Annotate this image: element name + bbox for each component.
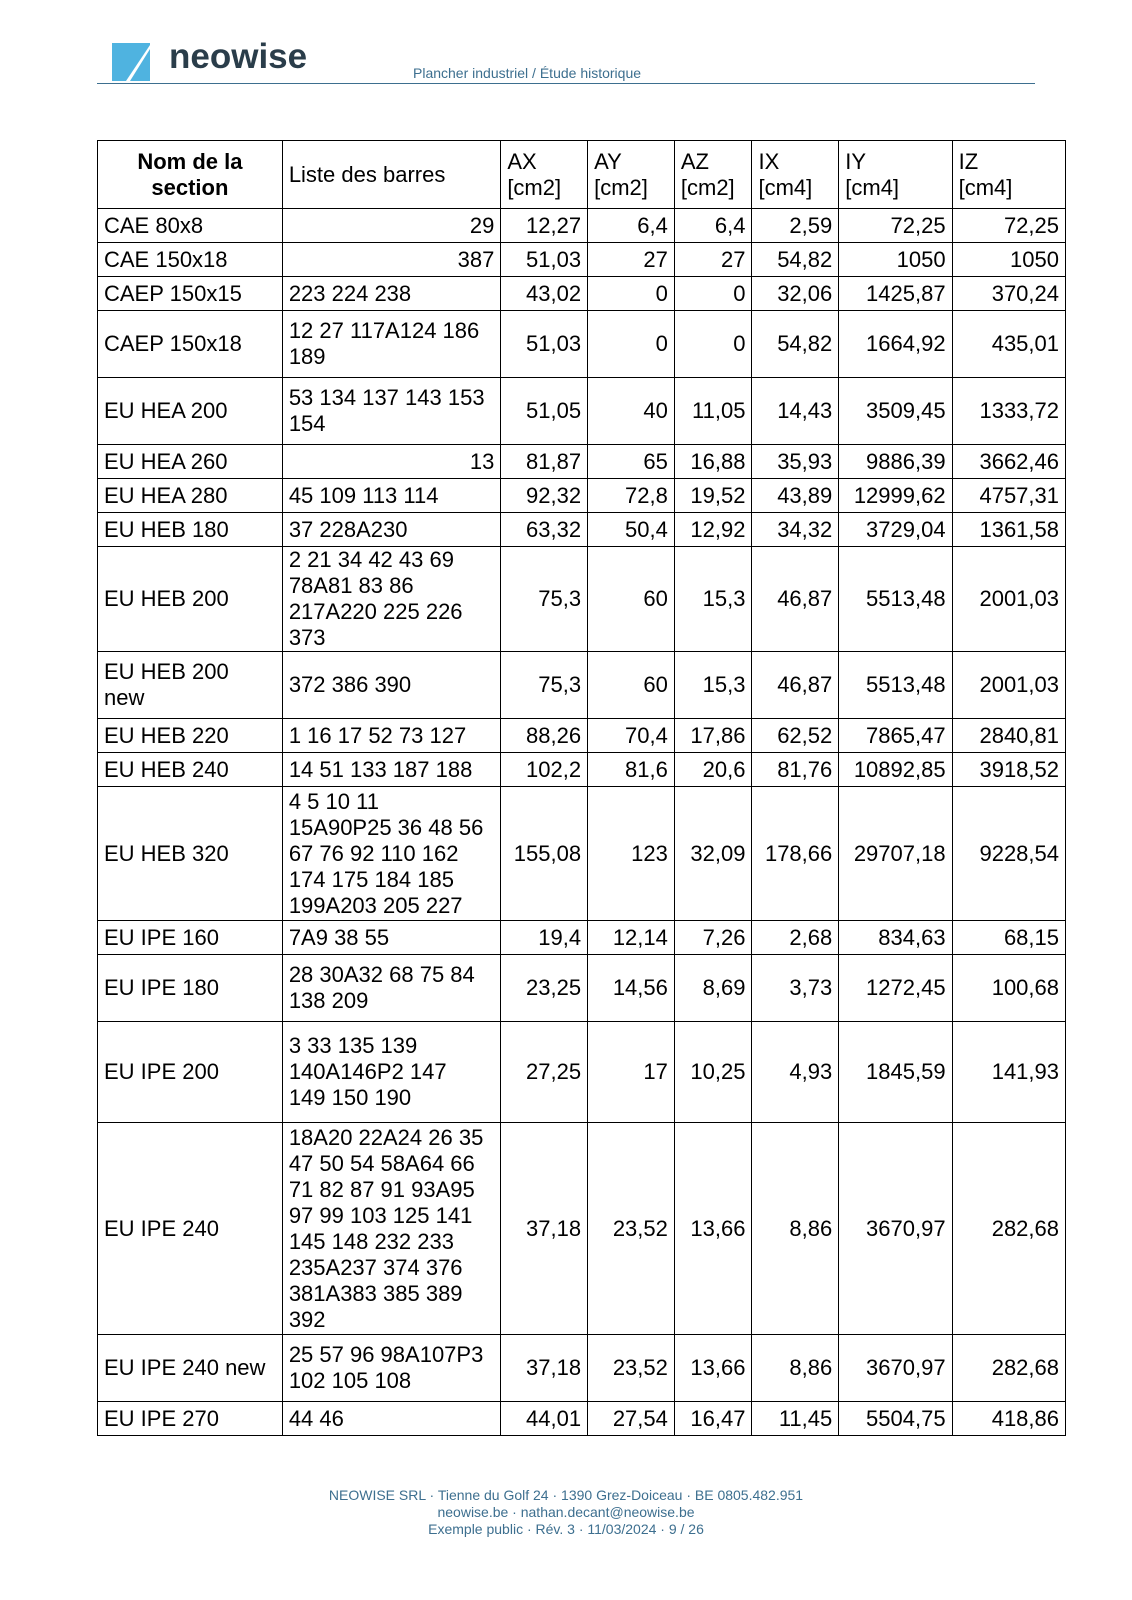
value-iy-cell: 5513,48 — [839, 547, 952, 652]
value-ay-cell: 72,8 — [588, 479, 675, 513]
value-ax-cell: 51,03 — [501, 311, 588, 378]
value-ix-cell: 81,76 — [752, 753, 839, 787]
column-header-unit: [cm4] — [958, 174, 1013, 200]
value-ay-cell: 0 — [588, 311, 675, 378]
value-ay-cell: 50,4 — [588, 513, 675, 547]
column-header-line: Liste des barres — [288, 161, 446, 187]
bar-list-line: 381A383 385 389 — [288, 1280, 463, 1306]
value-ax-cell: 19,4 — [501, 921, 588, 955]
bar-list-line: 199A203 205 227 — [288, 892, 463, 918]
bar-list-line: 67 76 92 110 162 — [288, 840, 459, 866]
bar-list-line: 44 46 — [288, 1405, 344, 1431]
bar-list-line: 47 50 54 58A64 66 — [288, 1150, 475, 1176]
section-name: EU IPE 160 — [104, 924, 219, 950]
value-iz-cell: 418,86 — [952, 1402, 1065, 1436]
section-name-cell — [98, 445, 283, 479]
value-iy-cell: 1664,92 — [839, 311, 952, 378]
table-row — [98, 1335, 1066, 1402]
value-iy-cell: 1050 — [839, 243, 952, 277]
column-header — [588, 141, 675, 209]
value-iz-cell: 72,25 — [952, 209, 1065, 243]
column-header — [501, 141, 588, 209]
value-ix-cell: 2,59 — [752, 209, 839, 243]
value-iy-cell: 1272,45 — [839, 955, 952, 1022]
table-row — [98, 243, 1066, 277]
section-name: EU HEB 220 — [104, 722, 229, 748]
section-name-cell — [98, 547, 283, 652]
section-name: CAEP 150x15 — [104, 280, 242, 306]
value-ay-cell: 0 — [588, 277, 675, 311]
column-header-unit: [cm2] — [680, 174, 735, 200]
value-ix-cell: 14,43 — [752, 378, 839, 445]
table-row — [98, 1123, 1066, 1335]
table-row — [98, 1022, 1066, 1123]
section-name: CAE 150x18 — [104, 246, 228, 272]
bar-list-cell — [282, 378, 501, 445]
value-iz-cell: 2840,81 — [952, 719, 1065, 753]
value-iz-cell: 100,68 — [952, 955, 1065, 1022]
value-ix-cell: 62,52 — [752, 719, 839, 753]
column-header-line: IZ — [958, 148, 979, 174]
value-ax-cell: 27,25 — [501, 1022, 588, 1123]
value-ax-cell: 92,32 — [501, 479, 588, 513]
value-ax-cell: 75,3 — [501, 547, 588, 652]
value-ay-cell: 60 — [588, 652, 675, 719]
bar-list-line: 12 27 117A124 186 — [288, 318, 480, 343]
bar-list-line: 2 21 34 42 43 69 — [288, 547, 454, 572]
bar-list-line: 140A146P2 147 — [288, 1059, 447, 1084]
section-name: EU IPE 240 new — [104, 1355, 266, 1380]
section-name-cell — [98, 479, 283, 513]
value-ix-cell: 8,86 — [752, 1335, 839, 1402]
section-name-cell — [98, 277, 283, 311]
bar-list-line: 149 150 190 — [288, 1085, 412, 1110]
table-row — [98, 753, 1066, 787]
section-name: EU HEB 320 — [104, 840, 229, 866]
value-ay-cell: 12,14 — [588, 921, 675, 955]
section-name-cell — [98, 955, 283, 1022]
table-row — [98, 652, 1066, 719]
value-ax-cell: 88,26 — [501, 719, 588, 753]
bar-list-line: 29 — [469, 212, 495, 238]
bar-list-cell — [282, 479, 501, 513]
bar-list-line: 18A20 22A24 26 35 — [288, 1124, 484, 1150]
bar-list-cell — [282, 787, 501, 921]
section-name-cell — [98, 513, 283, 547]
value-ay-cell: 14,56 — [588, 955, 675, 1022]
bar-list-cell — [282, 311, 501, 378]
value-ix-cell: 178,66 — [752, 787, 839, 921]
value-iz-cell: 2001,03 — [952, 652, 1065, 719]
value-iy-cell: 3729,04 — [839, 513, 952, 547]
table-row — [98, 1402, 1066, 1436]
bar-list-line: 97 99 103 125 141 — [288, 1202, 473, 1228]
bar-list-cell — [282, 243, 501, 277]
section-name-cell — [98, 753, 283, 787]
value-ax-cell: 102,2 — [501, 753, 588, 787]
bar-list-line: 387 — [457, 246, 495, 272]
value-az-cell: 8,69 — [674, 955, 752, 1022]
table-row — [98, 787, 1066, 921]
value-ay-cell: 27 — [588, 243, 675, 277]
neowise-logo-icon — [112, 43, 152, 83]
bar-list-line: 138 209 — [288, 988, 369, 1013]
bar-list-line: 189 — [288, 344, 326, 369]
bar-list-cell — [282, 652, 501, 719]
section-name: EU IPE 180 — [104, 975, 219, 1000]
section-name: EU IPE 200 — [104, 1059, 219, 1084]
bar-list-line: 1 16 17 52 73 127 — [288, 722, 467, 748]
value-ax-cell: 155,08 — [501, 787, 588, 921]
value-iy-cell: 3670,97 — [839, 1123, 952, 1335]
value-iz-cell: 282,68 — [952, 1123, 1065, 1335]
value-iz-cell: 1361,58 — [952, 513, 1065, 547]
table-row — [98, 719, 1066, 753]
value-iy-cell: 7865,47 — [839, 719, 952, 753]
section-name: EU IPE 270 — [104, 1405, 219, 1431]
value-ix-cell: 35,93 — [752, 445, 839, 479]
table-row — [98, 311, 1066, 378]
section-name: EU HEB 240 — [104, 756, 229, 782]
value-iz-cell: 2001,03 — [952, 547, 1065, 652]
brand-name: neowise — [169, 37, 308, 76]
value-ax-cell: 44,01 — [501, 1402, 588, 1436]
bar-list-line: 7A9 38 55 — [288, 924, 390, 950]
value-az-cell: 19,52 — [674, 479, 752, 513]
value-ix-cell: 4,93 — [752, 1022, 839, 1123]
value-iy-cell: 29707,18 — [839, 787, 952, 921]
header-divider — [97, 83, 1035, 84]
column-header — [952, 141, 1065, 209]
section-name: EU HEA 200 — [104, 398, 228, 423]
value-iy-cell: 5513,48 — [839, 652, 952, 719]
value-iy-cell: 72,25 — [839, 209, 952, 243]
value-iz-cell: 435,01 — [952, 311, 1065, 378]
value-ay-cell: 81,6 — [588, 753, 675, 787]
section-name: EU IPE 240 — [104, 1215, 219, 1241]
section-name: CAE 80x8 — [104, 212, 204, 238]
bar-list-line: 102 105 108 — [288, 1368, 412, 1393]
bar-list-cell — [282, 955, 501, 1022]
section-name: EU HEB 200 — [104, 586, 229, 611]
brand-logo — [112, 37, 312, 84]
section-name-cell — [98, 921, 283, 955]
bar-list-line: 15A90P25 36 48 56 — [288, 814, 484, 840]
section-name: EU HEA 280 — [104, 482, 228, 508]
column-header-unit: [cm2] — [507, 174, 562, 200]
bar-list-cell — [282, 513, 501, 547]
section-name-cell — [98, 787, 283, 921]
section-name-cell — [98, 1335, 283, 1402]
bar-list-line: 223 224 238 — [288, 280, 412, 306]
value-ix-cell: 8,86 — [752, 1123, 839, 1335]
value-az-cell: 0 — [674, 277, 752, 311]
section-name-cell — [98, 1402, 283, 1436]
value-iz-cell: 3918,52 — [952, 753, 1065, 787]
value-ay-cell: 6,4 — [588, 209, 675, 243]
section-name-cell — [98, 719, 283, 753]
value-az-cell: 11,05 — [674, 378, 752, 445]
section-name: EU HEB 180 — [104, 516, 229, 542]
bar-list-line: 235A237 374 376 — [288, 1254, 463, 1280]
table-row — [98, 277, 1066, 311]
value-iy-cell: 10892,85 — [839, 753, 952, 787]
value-az-cell: 17,86 — [674, 719, 752, 753]
value-iy-cell: 3509,45 — [839, 378, 952, 445]
section-name-cell — [98, 243, 283, 277]
value-ix-cell: 43,89 — [752, 479, 839, 513]
column-header-unit: [cm4] — [845, 174, 900, 200]
value-ay-cell: 123 — [588, 787, 675, 921]
table-row — [98, 445, 1066, 479]
column-header-unit: [cm2] — [594, 174, 648, 200]
value-az-cell: 13,66 — [674, 1335, 752, 1402]
bar-list-line: 37 228A230 — [288, 516, 408, 542]
value-az-cell: 0 — [674, 311, 752, 378]
column-header — [752, 141, 839, 209]
bar-list-line: 45 109 113 114 — [288, 482, 439, 508]
column-header-unit: [cm4] — [758, 174, 813, 200]
value-iz-cell: 9228,54 — [952, 787, 1065, 921]
value-ay-cell: 23,52 — [588, 1335, 675, 1402]
column-header-unit: section — [151, 174, 229, 200]
value-az-cell: 10,25 — [674, 1022, 752, 1123]
value-iz-cell: 282,68 — [952, 1335, 1065, 1402]
section-name-cell — [98, 1022, 283, 1123]
value-ay-cell: 17 — [588, 1022, 675, 1123]
section-name: CAEP 150x18 — [104, 331, 242, 356]
value-iz-cell: 3662,46 — [952, 445, 1065, 479]
table-row — [98, 378, 1066, 445]
bar-list-cell — [282, 1022, 501, 1123]
page-footer — [0, 1487, 1132, 1538]
value-iy-cell: 1845,59 — [839, 1022, 952, 1123]
bar-list-cell — [282, 209, 501, 243]
bar-list-cell — [282, 921, 501, 955]
section-name: EU HEA 260 — [104, 448, 228, 474]
table-row — [98, 209, 1066, 243]
value-ix-cell: 46,87 — [752, 547, 839, 652]
value-ax-cell: 51,05 — [501, 378, 588, 445]
bar-list-line: 53 134 137 143 153 — [288, 385, 485, 410]
section-name-cell — [98, 209, 283, 243]
column-header-line: AZ — [680, 148, 709, 174]
bar-list-line: 28 30A32 68 75 84 — [288, 962, 475, 987]
bar-list-line: 372 386 390 — [288, 672, 412, 697]
value-az-cell: 16,88 — [674, 445, 752, 479]
value-ax-cell: 43,02 — [501, 277, 588, 311]
value-iz-cell: 68,15 — [952, 921, 1065, 955]
value-iy-cell: 5504,75 — [839, 1402, 952, 1436]
value-iz-cell: 141,93 — [952, 1022, 1065, 1123]
value-az-cell: 15,3 — [674, 547, 752, 652]
table-row — [98, 547, 1066, 652]
bar-list-line: 4 5 10 11 — [288, 788, 379, 814]
bar-list-cell — [282, 753, 501, 787]
value-ax-cell: 23,25 — [501, 955, 588, 1022]
value-az-cell: 6,4 — [674, 209, 752, 243]
section-name: EU HEB 200 new — [104, 659, 229, 710]
document-subtitle: Plancher industriel / Étude historique — [413, 65, 642, 81]
value-az-cell: 13,66 — [674, 1123, 752, 1335]
value-iz-cell: 4757,31 — [952, 479, 1065, 513]
bar-list-line: 392 — [288, 1306, 326, 1332]
table-row — [98, 479, 1066, 513]
bar-list-line: 145 148 232 233 — [288, 1228, 454, 1254]
value-iy-cell: 9886,39 — [839, 445, 952, 479]
value-az-cell: 32,09 — [674, 787, 752, 921]
value-ay-cell: 70,4 — [588, 719, 675, 753]
section-name-cell — [98, 652, 283, 719]
footer-contact: neowise.be · nathan.decant@neowise.be — [437, 1504, 695, 1520]
value-ix-cell: 11,45 — [752, 1402, 839, 1436]
value-az-cell: 16,47 — [674, 1402, 752, 1436]
value-ix-cell: 32,06 — [752, 277, 839, 311]
value-ax-cell: 37,18 — [501, 1123, 588, 1335]
value-ax-cell: 37,18 — [501, 1335, 588, 1402]
bar-list-cell — [282, 445, 501, 479]
column-header-line: IY — [845, 148, 867, 174]
value-ix-cell: 54,82 — [752, 243, 839, 277]
value-ix-cell: 3,73 — [752, 955, 839, 1022]
bar-list-cell — [282, 1402, 501, 1436]
bar-list-cell — [282, 1123, 501, 1335]
section-name-cell — [98, 1123, 283, 1335]
value-iy-cell: 1425,87 — [839, 277, 952, 311]
table-row — [98, 955, 1066, 1022]
value-ay-cell: 40 — [588, 378, 675, 445]
bar-list-cell — [282, 547, 501, 652]
bar-list-line: 14 51 133 187 188 — [288, 756, 473, 782]
column-header-line: Nom de la — [137, 148, 243, 174]
value-ax-cell: 51,03 — [501, 243, 588, 277]
footer-company: NEOWISE SRL · Tienne du Golf 24 · 1390 Grez-Doiceau · BE 0805.482.951 — [328, 1487, 804, 1503]
table-header-row — [98, 141, 1066, 209]
column-header — [282, 141, 501, 209]
value-az-cell: 20,6 — [674, 753, 752, 787]
value-ax-cell: 75,3 — [501, 652, 588, 719]
table-row — [98, 921, 1066, 955]
value-ax-cell: 81,87 — [501, 445, 588, 479]
bar-list-line: 217A220 225 226 — [288, 599, 463, 624]
value-iz-cell: 370,24 — [952, 277, 1065, 311]
table-row — [98, 513, 1066, 547]
value-ay-cell: 23,52 — [588, 1123, 675, 1335]
table-body — [98, 209, 1066, 1436]
column-header-line: IX — [758, 148, 780, 174]
value-az-cell: 27 — [674, 243, 752, 277]
value-az-cell: 15,3 — [674, 652, 752, 719]
bar-list-line: 25 57 96 98A107P3 — [288, 1342, 484, 1367]
bar-list-cell — [282, 277, 501, 311]
bar-list-line: 78A81 83 86 — [288, 573, 414, 598]
value-iy-cell: 12999,62 — [839, 479, 952, 513]
column-header-line: AX — [507, 148, 537, 174]
footer-revision: Exemple public · Rév. 3 · 11/03/2024 · 9 / 26 — [428, 1521, 704, 1537]
value-iz-cell: 1050 — [952, 243, 1065, 277]
section-properties-table — [97, 140, 1066, 1436]
value-ix-cell: 54,82 — [752, 311, 839, 378]
bar-list-line: 154 — [288, 411, 326, 436]
value-iy-cell: 834,63 — [839, 921, 952, 955]
value-ix-cell: 34,32 — [752, 513, 839, 547]
bar-list-line: 3 33 135 139 — [288, 1033, 418, 1058]
value-ay-cell: 65 — [588, 445, 675, 479]
bar-list-line: 174 175 184 185 — [288, 866, 454, 892]
value-iy-cell: 3670,97 — [839, 1335, 952, 1402]
value-ay-cell: 27,54 — [588, 1402, 675, 1436]
bar-list-cell — [282, 1335, 501, 1402]
value-ax-cell: 63,32 — [501, 513, 588, 547]
column-header — [98, 141, 283, 209]
bar-list-line: 71 82 87 91 93A95 — [288, 1176, 475, 1202]
column-header-line: AY — [594, 148, 622, 174]
bar-list-cell — [282, 719, 501, 753]
bar-list-line: 13 — [469, 448, 495, 474]
bar-list-line: 373 — [288, 625, 326, 650]
column-header — [839, 141, 952, 209]
section-name-cell — [98, 311, 283, 378]
value-iz-cell: 1333,72 — [952, 378, 1065, 445]
column-header — [674, 141, 752, 209]
value-az-cell: 7,26 — [674, 921, 752, 955]
value-ix-cell: 2,68 — [752, 921, 839, 955]
value-az-cell: 12,92 — [674, 513, 752, 547]
section-name-cell — [98, 378, 283, 445]
value-ax-cell: 12,27 — [501, 209, 588, 243]
value-ix-cell: 46,87 — [752, 652, 839, 719]
value-ay-cell: 60 — [588, 547, 675, 652]
